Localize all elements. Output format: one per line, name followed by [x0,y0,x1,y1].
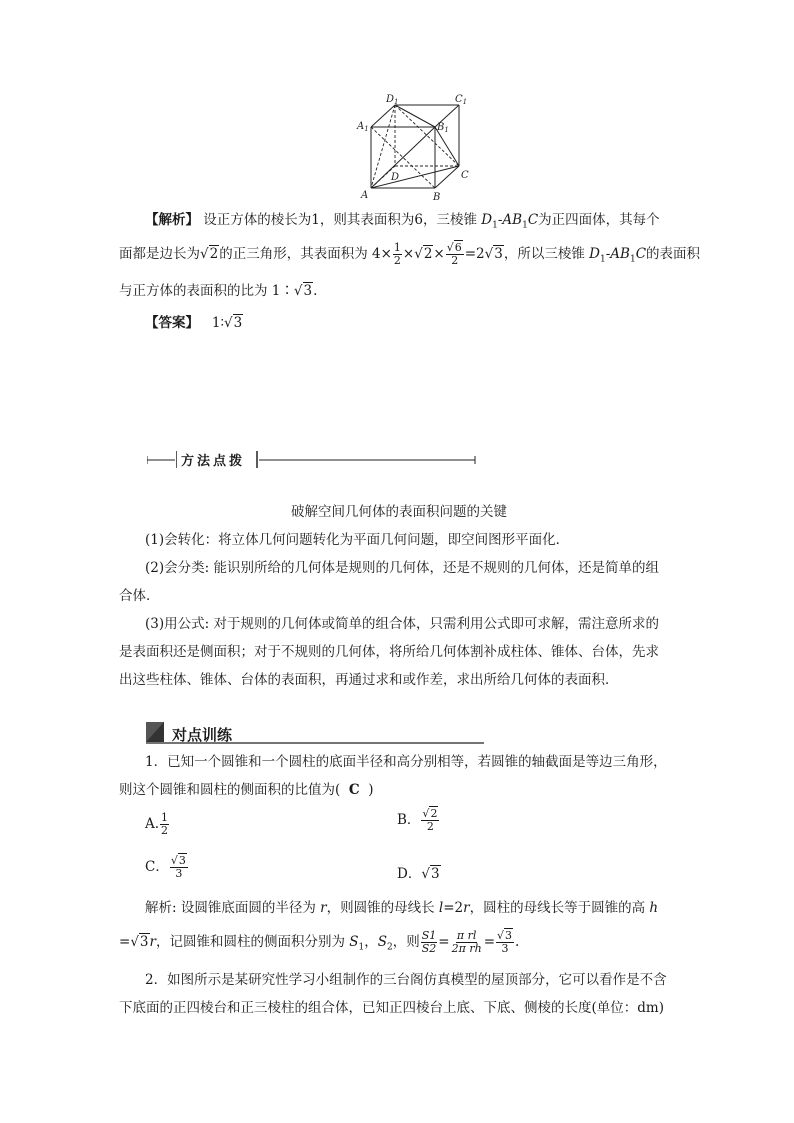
label-D: D [391,172,400,183]
q1-answer: C [348,782,360,798]
method-label: 方法点拨 [177,450,249,469]
drill-label: 对点训练 [172,726,233,744]
solution-line-3: 与正方体的表面积的比为 1∶√3. [119,283,318,299]
label-B: B [433,192,441,202]
method-p2b: 合体． [119,588,160,604]
q1-line-2: 则这个圆锥和圆柱的侧面积的比值为( C ) [119,782,374,798]
q2-line-1: 2．如图所示是某研究性学习小组制作的三台阁仿真模型的屋顶部分，它可以看作是不含 [145,972,667,988]
method-title: 破解空间几何体的表面积问题的关键 [291,504,507,520]
method-header [147,448,477,470]
q1-solution-1: 解析: 设圆锥底面圆的半径为 r，则圆锥的母线长 l=2r，圆柱的母线长等于圆锥的高 h [145,900,659,916]
drill-header [146,722,486,746]
q1-solution-2: =√3r，记圆锥和圆柱的侧面积分别为 $S_1$，$S_2$，则 $\frac{S1}{S2}$ = $\frac{\text{π rl}}{\text{2π rh}}$ = $\frac{√3}{3}$ . [119,929,520,955]
method-p1: (1)会转化：将立体几何问题转化为平面几何问题，即空间图形平面化． [145,532,570,548]
q2-line-2: 下底面的正四棱台和正三棱柱的组合体，已知正四棱台上底、下底、侧棱的长度(单位：dm) [119,1000,664,1016]
method-p2a: (2)会分类: 能识别所给的几何体是规则的几何体，还是不规则的几何体，还是简单的组 [145,560,659,576]
answer-line: 【答案】 1∶√3 [145,315,243,331]
label-A1: $A_1$ [357,121,369,133]
method-p3b: 是表面积还是侧面积；对于不规则的几何体，将所给几何体割补成柱体、锥体、台体，先求 [119,644,659,660]
solution-line-2: 面都是边长为√2的正三角形，其表面积为 4× $\frac{1}{2}$ ×√2× $\frac{√6}{2}$ =2√3，所以三棱锥 $D_1-AB_1C$的表面积 [119,241,701,267]
label-C1: $C_1$ [455,94,468,106]
q1-option-c: C． $\frac{√3}{3}$ [145,854,186,880]
solution-tag: 【解析】 [145,212,199,228]
q1-option-d: D．√3 [397,866,440,882]
q1-line-1: 1．已知一个圆锥和一个圆柱的底面半径和高分别相等，若圆锥的轴截面是等边三角形， [145,754,667,770]
label-D1: $D_1$ [386,94,399,106]
label-C: C [461,170,469,181]
method-p3a: (3)用公式: 对于规则的几何体或简单的组合体，只需利用公式即可求解，需注意所求的 [145,616,659,632]
q1-option-a: A. $\frac{1}{2}$ [145,811,169,837]
label-A: A [361,190,369,201]
method-p3c: 出这些柱体、锥体、台体的表面积，再通过求和或作差，求出所给几何体的表面积． [119,672,619,688]
answer-tag: 【答案】 [145,315,199,331]
cube-figure [355,92,475,202]
label-B1: $B_1$ [437,122,449,134]
q1-option-b: B． $\frac{√2}{2}$ [397,807,438,833]
solution-line-1: 【解析】 设正方体的棱长为1，则其表面积为6，三棱锥 $D_1-AB_1C$为正四面体，其每个 [145,212,660,231]
